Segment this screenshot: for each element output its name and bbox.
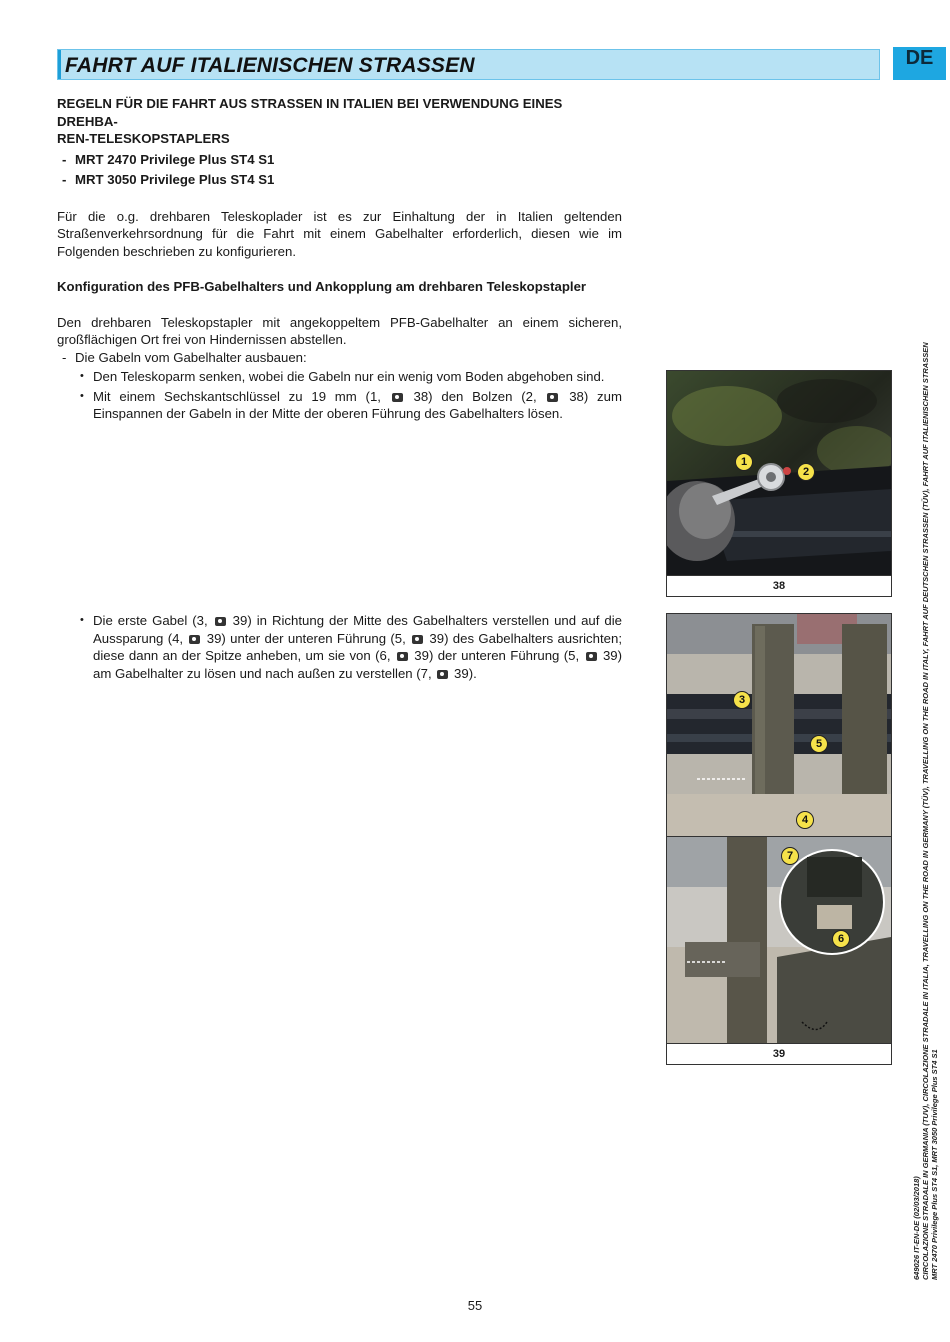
- document-code: 649026 IT-EN-DE (02/03/2018): [912, 1176, 921, 1280]
- camera-icon: [189, 635, 200, 644]
- figure-caption: 39: [667, 1043, 891, 1064]
- callout-marker: 6: [832, 930, 850, 948]
- photo-illustration: [667, 837, 891, 1043]
- second-content: [57, 610, 622, 684]
- language-badge: DE: [893, 47, 946, 80]
- bullet-item: • Den Teleskoparm senken, wobei die Gabeln nur ein wenig vom Boden abgehoben sind.: [93, 368, 622, 386]
- figure-38: [666, 370, 892, 597]
- model-item: - MRT 3050 Privilege Plus ST4 S1: [57, 170, 622, 190]
- intro-paragraph: Für die o.g. drehbaren Teleskoplader ist es zur Einhaltung der in Italien geltenden Straßenverkehrsordnung für die Fahrt mit einem Gabelhalter erforderlich, diesen wie im Folgenden beschrieben zu konfigurieren.: [57, 208, 622, 259]
- model-list: [57, 150, 622, 190]
- figure-caption: 38: [667, 575, 891, 596]
- camera-icon: [586, 652, 597, 661]
- bullet-item: [93, 612, 622, 682]
- photo-fork-lift: [667, 837, 891, 1043]
- callout-marker: 5: [810, 735, 828, 753]
- camera-icon: [392, 393, 403, 402]
- title-accent: [58, 50, 61, 79]
- bullet-text: 39) am Gabelhalter zu lösen und nach außen zu verstellen (7,: [93, 648, 622, 681]
- document-models: MRT 2470 Privilege Plus ST4 S1, MRT 3050 Privilege Plus ST4 S1: [930, 1049, 939, 1280]
- title-bar: [57, 49, 880, 80]
- bullet-text: 38) zum Einspannen der Gabeln in der Mitte der oberen Führung des Gabelhalters lösen.: [93, 388, 622, 421]
- bullet-text: Mit einem Sechskantschlüssel zu 19 mm (1,: [93, 388, 381, 404]
- section-heading: [57, 95, 622, 148]
- photo-fork-alignment: [667, 614, 891, 837]
- bullet-list: [57, 612, 622, 682]
- page-number: 55: [467, 1298, 483, 1313]
- bullet-list: [57, 368, 622, 423]
- camera-icon: [215, 617, 226, 626]
- camera-icon: [397, 652, 408, 661]
- bullet-text: 38) den Bolzen (2,: [413, 388, 537, 404]
- main-content: [57, 95, 622, 425]
- parking-paragraph: Den drehbaren Teleskopstapler mit angekoppeltem PFB-Gabelhalter an einem sicheren, großflächigen Ort frei von Hindernissen abstellen.: [57, 314, 622, 347]
- bullet-text: Die erste Gabel (3,: [93, 613, 208, 628]
- photo-wrench-bolt: [667, 371, 891, 576]
- document-chapters: CIRCOLAZIONE STRADALE IN GERMANIA (TUV), CIRCOLAZIONE STRADALE IN ITALIA, TRAVELLING ON THE ROAD IN GERMANY (TÜV), TRAVELLING ON THE ROAD IN ITALY, FAHRT AUF DEUTSCHEN STRASSEN (TÜV), FAHRT AUF ITALIENISCHEN STRASSEN: [921, 342, 930, 1280]
- section-heading-line2: REN-TELESKOPSTAPLERS: [57, 131, 230, 146]
- camera-icon: [547, 393, 558, 402]
- callout-marker: 4: [796, 811, 814, 829]
- bullet-text: 39) unter der unteren Führung (5,: [206, 630, 406, 646]
- bullet-text: 39) der unteren Führung (5,: [414, 648, 580, 663]
- callout-marker: 2: [797, 463, 815, 481]
- document-reference: [912, 342, 939, 1280]
- photo-illustration: [667, 371, 891, 576]
- sub-heading: Konfiguration des PFB-Gabelhalters und Ankopplung am drehbaren Teleskopstapler: [57, 279, 587, 294]
- callout-marker: 1: [735, 453, 753, 471]
- step-item: - Die Gabeln vom Gabelhalter ausbauen:: [57, 349, 622, 367]
- callout-marker: 7: [781, 847, 799, 865]
- page-title: FAHRT AUF ITALIENISCHEN STRASSEN: [65, 54, 475, 77]
- bullet-text: 39) des Gabelhalters ausrichten; diese dann an der Spitze anheben, um sie von (6,: [93, 630, 622, 663]
- model-item: - MRT 2470 Privilege Plus ST4 S1: [57, 150, 622, 170]
- figure-39: [666, 613, 892, 1065]
- camera-icon: [412, 635, 423, 644]
- section-heading-line1: REGELN FÜR DIE FAHRT AUS STRASSEN IN ITALIEN BEI VERWENDUNG EINES DREHBA-: [57, 96, 563, 129]
- callout-marker: 3: [733, 691, 751, 709]
- bullet-item: [93, 388, 622, 423]
- camera-icon: [437, 670, 448, 679]
- photo-illustration: [667, 614, 891, 836]
- bullet-text: 39).: [454, 665, 477, 681]
- bullet-text: 39) in Richtung der Mitte des Gabelhalters verstellen und auf die Aussparung (4,: [93, 613, 622, 646]
